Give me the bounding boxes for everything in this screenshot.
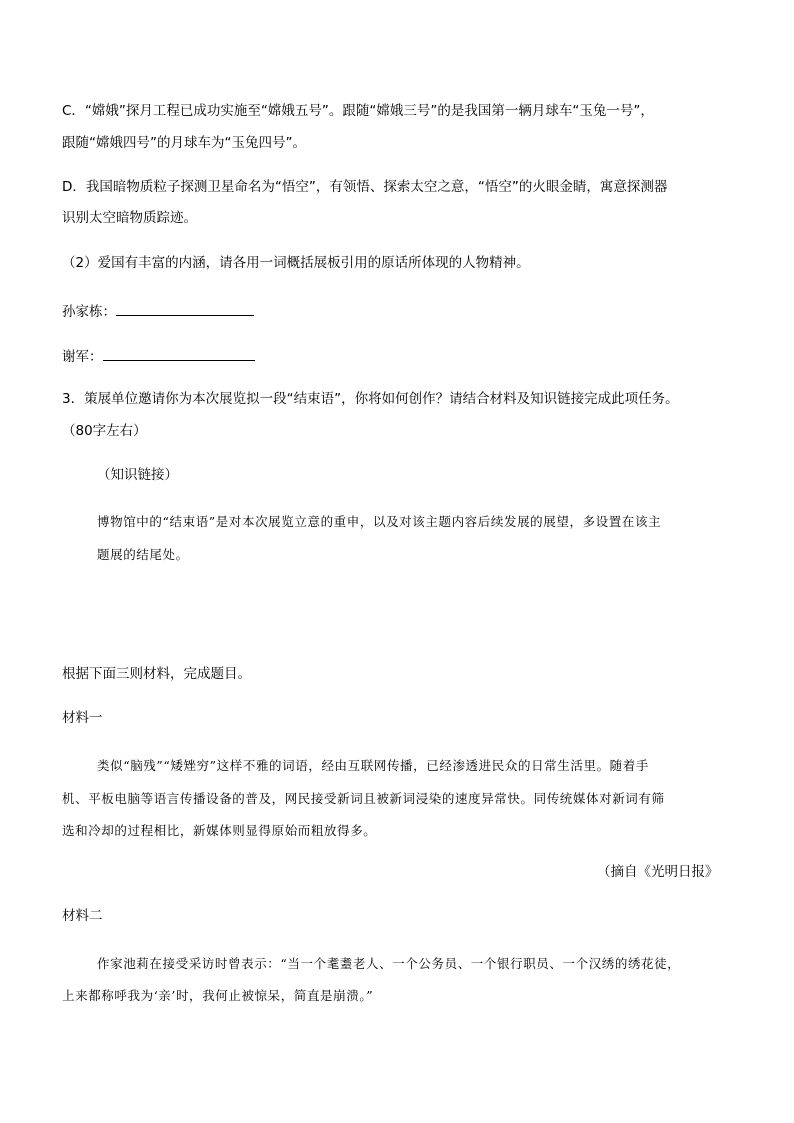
materials-intro: 根据下面三则材料，完成题目。 bbox=[62, 666, 251, 682]
option-c-line-2: 跟随“嫦娥四号”的月球车为“玉兔四号”。 bbox=[62, 135, 306, 151]
option-c-line-1: C．“嫦娥”探月工程已成功实施至“嫦娥五号”。跟随“嫦娥三号”的是我国第一辆月球车“玉兔一号”， bbox=[62, 103, 654, 119]
question-3-line-2: （80字左右） bbox=[62, 423, 147, 439]
knowledge-link-line-2: 题展的结尾处。 bbox=[97, 547, 189, 562]
answer-sun-blank[interactable] bbox=[116, 303, 254, 316]
question-2: （2）爱国有丰富的内涵，请各用一词概括展板引用的原话所体现的人物精神。 bbox=[62, 255, 530, 271]
option-d-line-1: D．我国暗物质粒子探测卫星命名为“悟空”，有领悟、探索太空之意，“悟空”的火眼金睛，寓意探测器 bbox=[62, 179, 668, 195]
knowledge-link-line-1: 博物馆中的“结束语”是对本次展览立意的重申，以及对该主题内容后续发展的展望，多设置在该主 bbox=[97, 514, 662, 529]
option-d-line-2: 识别太空暗物质踪迹。 bbox=[62, 210, 197, 226]
question-3-line-1: 3．策展单位邀请你为本次展览拟一段“结束语”，你将如何创作？请结合材料及知识链接完成此项任务。 bbox=[62, 391, 679, 407]
material-1-line-1: 类似“脑残”“矮矬穷”这样不雅的词语，经由互联网传播，已经渗透进民众的日常生活里。随着手 bbox=[97, 758, 649, 773]
material-1-title: 材料一 bbox=[62, 710, 103, 726]
material-2-line-1: 作家池莉在接受采访时曾表示：“当一个耄耋老人、一个公务员、一个银行职员、一个汉绣的绣花徒， bbox=[97, 956, 681, 971]
material-2-line-2: 上来都称呼我为‘亲’时，我何止被惊呆，简直是崩溃。” bbox=[62, 988, 374, 1003]
answer-xie-label: 谢军： bbox=[62, 349, 103, 365]
answer-sun-row bbox=[62, 303, 254, 320]
answer-sun-label: 孙家栋： bbox=[62, 304, 116, 320]
material-1-line-2: 机、平板电脑等语言传播设备的普及，网民接受新词且被新词浸染的速度异常快。同传统媒体对新词有筛 bbox=[62, 791, 665, 806]
material-1-line-3: 选和冷却的过程相比，新媒体则显得原始而粗放得多。 bbox=[62, 823, 377, 838]
material-1-source: （摘自《光明日报》 bbox=[597, 864, 719, 880]
material-2-title: 材料二 bbox=[62, 908, 103, 924]
knowledge-link-title: （知识链接） bbox=[97, 467, 178, 483]
answer-xie-row bbox=[62, 348, 255, 365]
answer-xie-blank[interactable] bbox=[103, 348, 255, 361]
